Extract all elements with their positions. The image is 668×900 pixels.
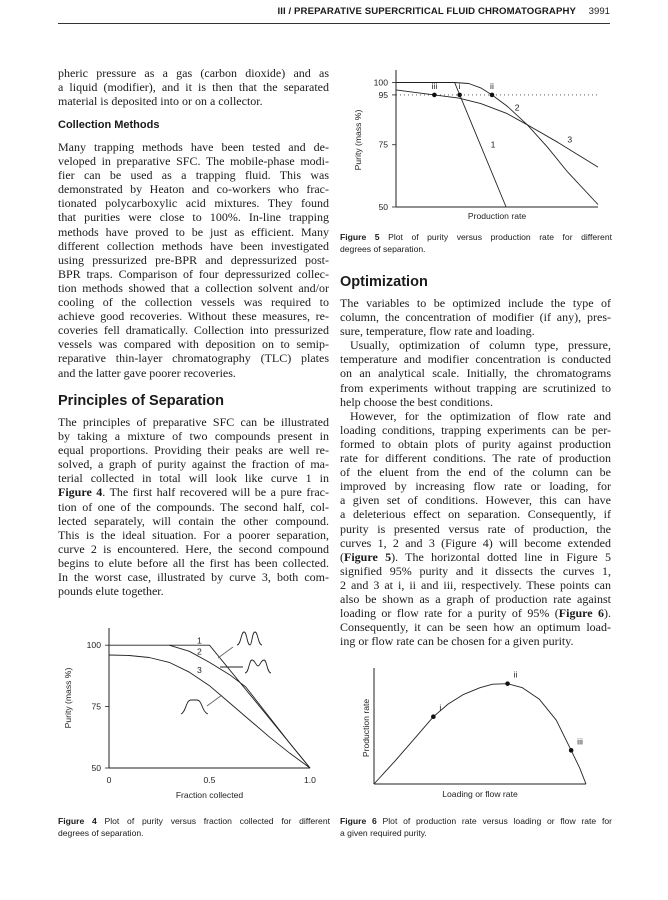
text-line: rate for different conditions. The rate of production — [340, 451, 611, 466]
y-tick-label: 50 — [378, 202, 388, 212]
text-line: formed to obtain plots of purity against production — [340, 436, 611, 451]
y-tick-label: 100 — [86, 640, 101, 651]
point-label: ii — [513, 669, 518, 680]
figure-reference: Figure 5 — [344, 549, 392, 564]
point-label: iii — [577, 736, 583, 747]
text-line: tion methods showed that a collection solvent and/or — [58, 280, 329, 295]
text-line: temperature and modifier concentration is conducted — [340, 352, 611, 367]
text-line: lected separately, will contain the other compound. — [58, 513, 329, 528]
text-line: ing or flow rate can be chosen for a given purity. — [340, 634, 574, 649]
y-tick-label: 50 — [91, 763, 101, 773]
curve-label: 1 — [490, 139, 496, 150]
figure-reference: Figure 5 — [340, 232, 380, 242]
caption-line: a given required purity. — [340, 827, 427, 838]
text-line: terial collected in total will look like curve 1 in — [58, 471, 329, 486]
section-heading-collection-methods: Collection Methods — [58, 119, 160, 131]
text-line: However, for the optimization of flow rate and — [350, 408, 611, 423]
caption-line — [340, 816, 612, 828]
text-line: tion of one of the compounds. The second half, col- — [58, 499, 329, 514]
curve-label: 3 — [567, 134, 573, 145]
text-run: . The first half recovered will be a pure frac- — [102, 485, 329, 500]
running-header-title: III / PREPARATIVE SUPERCRITICAL FLUID CHROMATOGRAPHY — [277, 6, 576, 17]
x-tick-label: 0 — [106, 775, 112, 785]
section-heading-principles: Principles of Separation — [58, 393, 224, 409]
figure-reference: Figure 6 — [340, 816, 377, 826]
caption-line — [58, 816, 330, 828]
text-line: different collection methods have been investigated — [58, 238, 329, 253]
text-run: Plot of production rate versus loading or flow rate for — [376, 816, 612, 826]
text-line: coveries fell dramatically. Collection into pressurized — [58, 323, 329, 338]
text-line: by taking a mixture of two compounds present in — [58, 429, 329, 444]
text-line: equal proportions. Providing their peaks are well re- — [58, 443, 329, 458]
section-heading-optimization: Optimization — [340, 274, 428, 290]
overlapping-peaks-icon — [245, 660, 271, 673]
caption-line — [340, 232, 612, 244]
figure-reference: Figure 4 — [58, 485, 103, 500]
text-line: column, the concentration of modifier (if any), pres- — [340, 310, 611, 325]
point-label: i — [458, 80, 461, 91]
y-axis-label: Purity (mass %) — [63, 667, 73, 729]
figure-4-caption — [58, 816, 330, 839]
x-axis-label: Production rate — [467, 211, 527, 221]
text-run: ( — [340, 549, 344, 564]
text-line: In the worst case, illustrated by curve 3, both com- — [58, 570, 329, 585]
text-line: curves 1, 2 and 3 (Figure 4) will become extended — [340, 535, 611, 550]
text-line: begins to elute before all the first has been collected. — [58, 555, 329, 570]
text-line: a deleterious effect on separation. Consequently, if — [340, 507, 611, 522]
curve-label: 3 — [197, 664, 202, 675]
caption-line: degrees of separation. — [58, 827, 144, 838]
text-line: vessels was compared with deposition on to semip- — [58, 337, 329, 352]
y-tick-label: 75 — [378, 139, 388, 150]
unresolved-peak-icon — [181, 700, 208, 714]
text-run: ). The horizontal dotted line in Figure 5 — [391, 549, 611, 564]
y-axis-label: Production rate — [361, 698, 371, 758]
text-line: using pressurized pre-BPR and depressurized post- — [58, 252, 329, 267]
text-line: a given set of conditions. However, this can have — [340, 493, 611, 508]
x-axis-label: Fraction collected — [175, 790, 244, 800]
figure-6-caption — [340, 816, 612, 839]
point-label: ii — [490, 80, 494, 91]
text-line: signified 95% purity and it dissects the curves 1, — [340, 563, 611, 578]
point-label: iii — [431, 80, 438, 91]
text-line: The variables to be optimized include the type of — [340, 296, 611, 310]
text-line: The principles of preparative SFC can be illustrated — [58, 415, 329, 429]
y-tick-label: 75 — [91, 701, 101, 712]
text-line: improved by increasing flow rate or loading, for — [340, 479, 611, 494]
x-axis-label: Loading or flow rate — [442, 789, 518, 799]
x-tick-label: 0.5 — [203, 775, 216, 785]
curve-label: 1 — [197, 635, 202, 646]
y-axis-label: Purity (mass %) — [353, 109, 363, 171]
text-run: Plot of purity versus production rate for different — [379, 232, 612, 242]
text-run: ). — [603, 606, 611, 621]
text-line: curve 2 is encountered. Here, the second compound — [58, 541, 329, 556]
text-line: solved, a graph of purity against the fraction of ma- — [58, 457, 329, 472]
point-label: i — [439, 702, 442, 713]
leader-line — [218, 647, 233, 658]
leader-line — [207, 695, 222, 706]
resolved-peaks-icon — [237, 632, 262, 645]
text-line: sure, temperature, flow rate and loading. — [340, 324, 535, 339]
text-line: demonstrated by Heaton and co-workers who frac- — [58, 182, 329, 197]
text-line: This is the ideal situation. For a poorer separation, — [58, 527, 329, 542]
text-line: material is deposited into or on a collector. — [58, 94, 263, 109]
text-run: Plot of purity versus fraction collected for different — [96, 816, 330, 826]
text-line: 2 and 3 at i, ii and iii, respectively. These points can — [340, 577, 611, 592]
text-line: on an analytical scale. Initially, the chromatograms — [340, 366, 611, 381]
y-tick-label: 100 — [373, 77, 388, 88]
text-line: fier can be used as a trapping fluid. This was — [58, 168, 329, 183]
curve-label: 2 — [514, 102, 520, 113]
text-line: Many trapping methods have been tested and de- — [58, 140, 329, 154]
caption-line: degrees of separation. — [340, 243, 426, 254]
text-line: loading conditions, trapping experiments can be per- — [340, 422, 611, 437]
text-line: that purities were close to 100%. In-line trapping — [58, 210, 329, 225]
text-line: Consequently, it can be seen how an optimum load- — [340, 620, 611, 635]
y-tick-label: 95 — [378, 89, 388, 100]
figure-reference: Figure 4 — [58, 816, 97, 826]
text-line: also be shown as a graph of production rate against — [340, 592, 611, 607]
text-line: from experiments without trapping are scrutinized to — [340, 380, 611, 395]
text-line: purity is presented versus rate of production, the — [340, 521, 611, 536]
text-line: BPR traps. Comparison of four depressurized collec- — [58, 266, 329, 281]
text-line: and the latter gave poorer recoveries. — [58, 365, 236, 380]
text-line: cooling of the collection vessels was required to — [58, 295, 329, 310]
figure-reference: Figure 6 — [558, 606, 604, 621]
text-line: reparative thin-layer chromatography (TLC) plates — [58, 351, 329, 366]
text-line: methods have proved to be just as efficient. Many — [58, 224, 329, 239]
text-run: loading or flow rate for a purity of 95% ( — [340, 606, 559, 621]
curve-label: 2 — [197, 646, 202, 657]
text-line: a liquid (modifier), and it is then that the separated — [58, 80, 329, 95]
text-line: tionated polycarboxylic acid mixtures. They found — [58, 196, 329, 211]
text-line: veloped in preparative SFC. The mobile-phase modi- — [58, 154, 329, 169]
text-line: of the eluent from the end of the column can be — [340, 465, 611, 480]
x-tick-label: 1.0 — [304, 775, 316, 785]
text-line: pounds elute together. — [58, 584, 164, 599]
page-number: 3991 — [588, 6, 610, 17]
text-line: achieve good recoveries. Without these measures, re- — [58, 309, 329, 324]
text-line: help choose the best conditions. — [340, 394, 493, 409]
text-line: Usually, optimization of column type, pressure, — [350, 338, 611, 353]
figure-5-caption — [340, 232, 612, 255]
text-line: pheric pressure as a gas (carbon dioxide) and as — [58, 66, 329, 80]
